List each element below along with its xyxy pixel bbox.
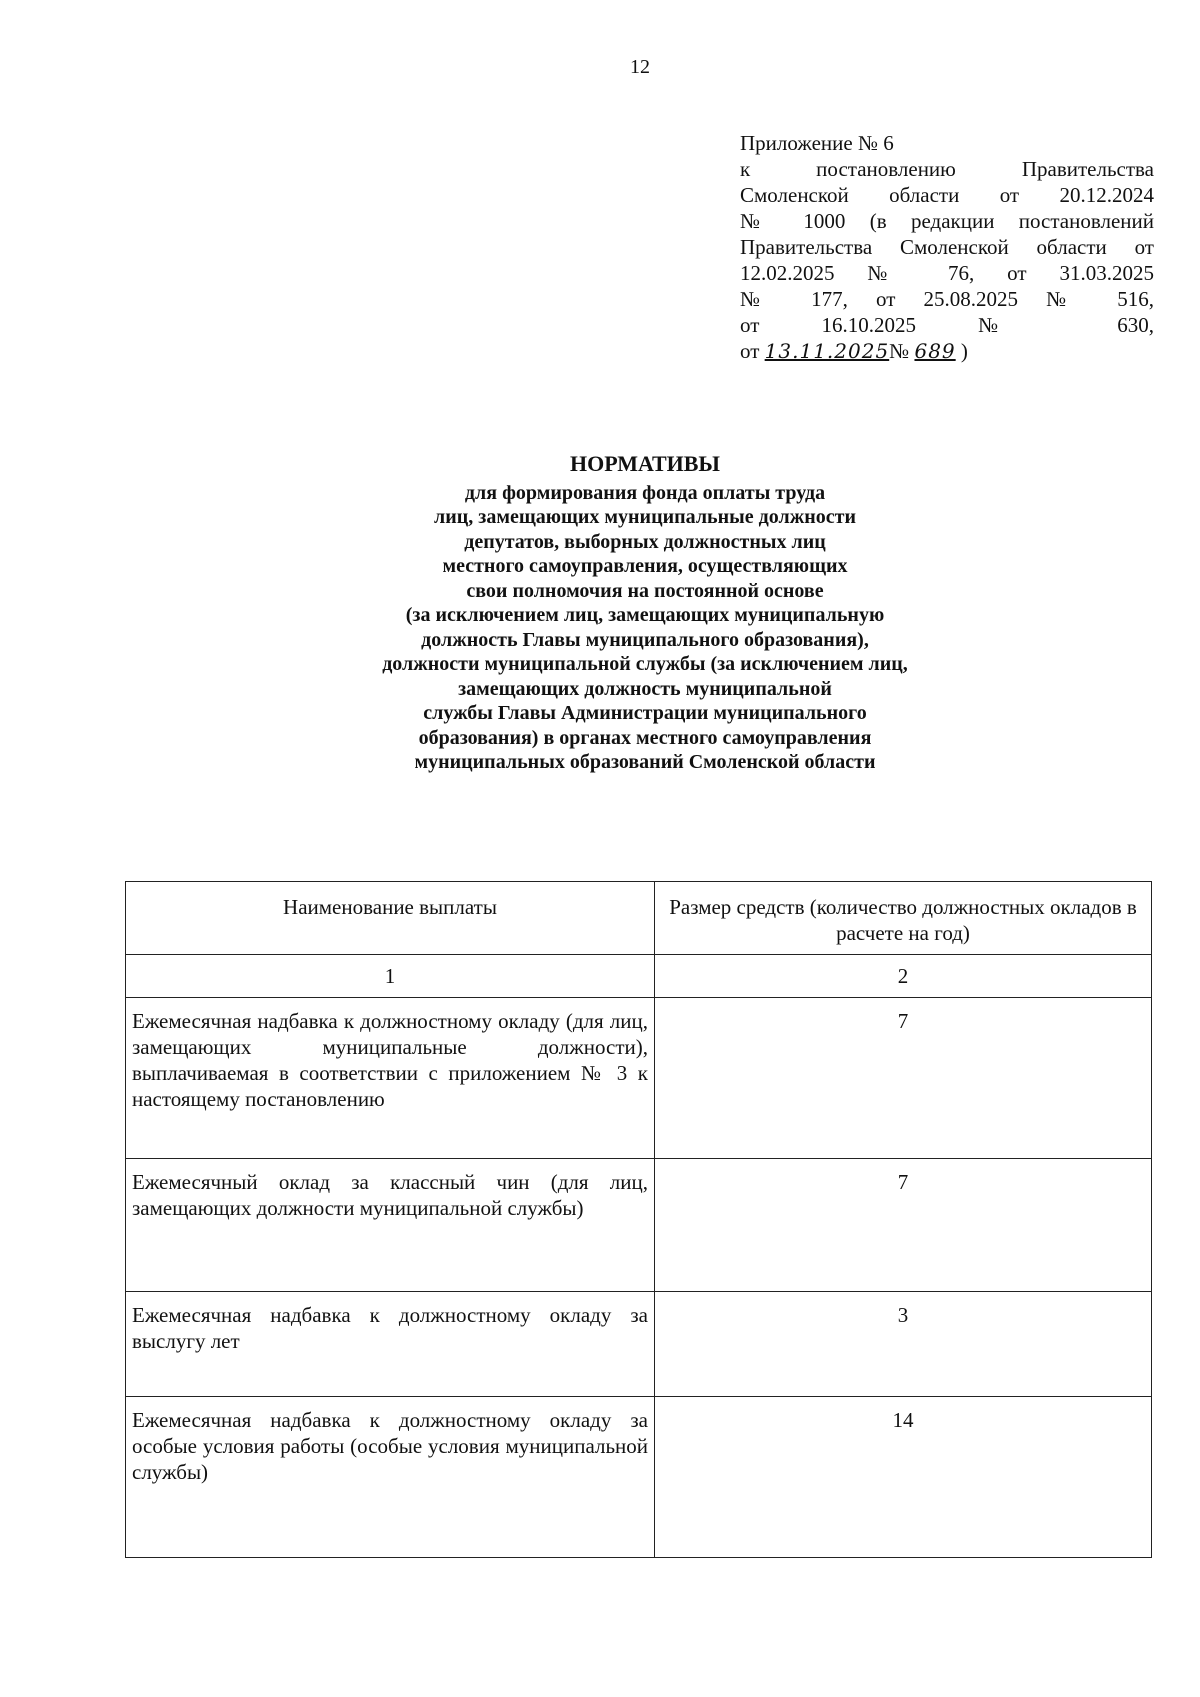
appendix-line: № 1000 (в редакции постановлений	[740, 209, 1154, 233]
column-index: 2	[655, 955, 1152, 998]
title-line: должность Главы муниципального образования),	[421, 628, 869, 651]
payments-table	[125, 881, 1152, 1558]
payment-value-cell: 14	[655, 1397, 1152, 1558]
title-line: депутатов, выборных должностных лиц	[464, 530, 826, 553]
table-row	[126, 1397, 1152, 1558]
header-payment-amount: Размер средств (количество должностных окладов в расчете на год)	[655, 882, 1152, 955]
appendix-line: Приложение № 6	[740, 131, 894, 155]
appendix-block	[740, 130, 1154, 364]
title-line: местного самоуправления, осуществляющих	[442, 555, 848, 577]
appendix-line: № 177, от 25.08.2025 № 516,	[740, 287, 1154, 311]
payment-value-cell: 7	[655, 998, 1152, 1159]
title-line: (за исключением лиц, замещающих муниципальную	[405, 604, 885, 626]
title-line: свои полномочия на постоянной основе	[466, 579, 824, 602]
closing-paren: )	[960, 339, 968, 363]
table-row	[126, 1292, 1152, 1397]
payment-name-cell: Ежемесячная надбавка к должностному окладу за особые условия работы (особые условия муниципальной службы)	[126, 1397, 655, 1558]
document-title: НОРМАТИВЫ	[569, 451, 721, 476]
table-index-row	[126, 955, 1152, 998]
title-line: должности муниципальной службы (за исключением лиц,	[382, 653, 908, 675]
appendix-line: к постановлению Правительства	[740, 157, 1154, 181]
appendix-line: Смоленской области от 20.12.2024	[740, 183, 1154, 207]
payment-value-cell: 7	[655, 1159, 1152, 1292]
handwritten-number: 689	[914, 339, 956, 363]
payment-name-cell: Ежемесячная надбавка к должностному окладу за выслугу лет	[126, 1292, 655, 1397]
appendix-signature-line	[740, 338, 1154, 364]
payment-value-cell: 3	[655, 1292, 1152, 1397]
title-line: лиц, замещающих муниципальные должности	[434, 506, 856, 528]
document-title-block	[300, 452, 990, 775]
title-line: замещающих должность муниципальной	[458, 677, 832, 700]
table-header-row	[126, 882, 1152, 955]
title-line: муниципальных образований Смоленской области	[414, 751, 876, 773]
page-number: 12	[630, 56, 650, 78]
number-sign: №	[889, 339, 910, 363]
title-line: для формирования фонда оплаты труда	[464, 481, 826, 504]
appendix-line: Правительства Смоленской области от	[740, 235, 1154, 259]
appendix-line: от 16.10.2025 № 630,	[740, 313, 1154, 337]
table-row	[126, 998, 1152, 1159]
appendix-last-prefix: от	[740, 339, 760, 363]
appendix-line: 12.02.2025 № 76, от 31.03.2025	[740, 261, 1154, 285]
payment-name-cell: Ежемесячная надбавка к должностному окладу (для лиц, замещающих муниципальные должности), выплачиваемая в соответствии с приложением № 3 к настоящему постановлению	[126, 998, 655, 1159]
title-line: службы Главы Администрации муниципального	[423, 702, 867, 724]
title-line: образования) в органах местного самоуправления	[418, 726, 872, 749]
handwritten-date: 13.11.2025	[764, 339, 890, 363]
table-row	[126, 1159, 1152, 1292]
column-index: 1	[126, 955, 655, 998]
payment-name-cell: Ежемесячный оклад за классный чин (для лиц, замещающих должности муниципальной службы)	[126, 1159, 655, 1292]
header-payment-name: Наименование выплаты	[126, 882, 655, 955]
